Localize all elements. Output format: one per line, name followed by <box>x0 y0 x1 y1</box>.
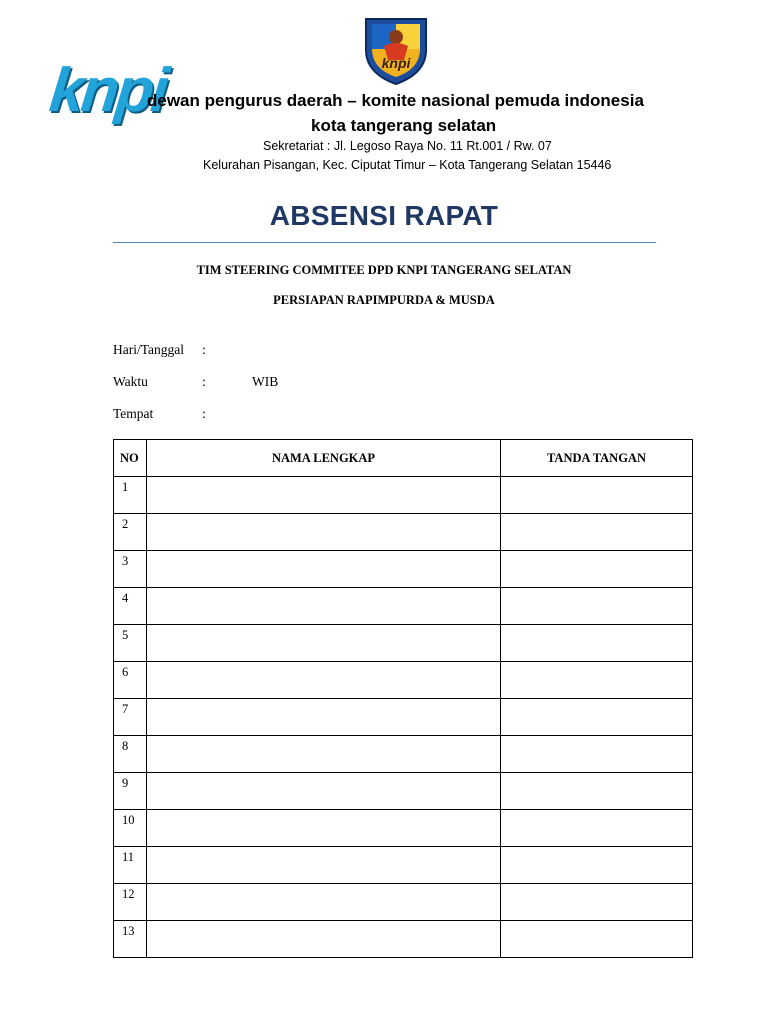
row-number: 8 <box>114 736 147 773</box>
table-row <box>114 810 693 847</box>
tanda-tangan-cell[interactable] <box>501 810 693 847</box>
tanda-tangan-cell[interactable] <box>501 662 693 699</box>
row-number: 5 <box>114 625 147 662</box>
tanda-tangan-cell[interactable] <box>501 773 693 810</box>
nama-lengkap-cell[interactable] <box>147 625 501 662</box>
row-number: 6 <box>114 662 147 699</box>
header-tanda-tangan: TANDA TANGAN <box>501 440 693 477</box>
time-unit: WIB <box>252 374 279 389</box>
row-number: 7 <box>114 699 147 736</box>
nama-lengkap-cell[interactable] <box>147 514 501 551</box>
nama-lengkap-cell[interactable] <box>147 699 501 736</box>
nama-lengkap-cell[interactable] <box>147 588 501 625</box>
table-row <box>114 847 693 884</box>
table-row <box>114 477 693 514</box>
table-row <box>114 551 693 588</box>
tanda-tangan-cell[interactable] <box>501 514 693 551</box>
date-colon: : <box>202 342 206 357</box>
tanda-tangan-cell[interactable] <box>501 921 693 958</box>
nama-lengkap-cell[interactable] <box>147 810 501 847</box>
nama-lengkap-cell[interactable] <box>147 551 501 588</box>
tanda-tangan-cell[interactable] <box>501 551 693 588</box>
nama-lengkap-cell[interactable] <box>147 921 501 958</box>
tanda-tangan-cell[interactable] <box>501 847 693 884</box>
knpi-logo: knpi <box>46 56 170 125</box>
row-number: 9 <box>114 773 147 810</box>
row-number: 3 <box>114 551 147 588</box>
tanda-tangan-cell[interactable] <box>501 625 693 662</box>
tanda-tangan-cell[interactable] <box>501 588 693 625</box>
subtitle-committee: TIM STEERING COMMITEE DPD KNPI TANGERANG SELATAN <box>196 263 572 277</box>
emblem-text: knpi <box>381 55 411 71</box>
tanda-tangan-cell[interactable] <box>501 699 693 736</box>
row-number: 13 <box>114 921 147 958</box>
table-row <box>114 884 693 921</box>
row-number: 10 <box>114 810 147 847</box>
address-line-2: Kelurahan Pisangan, Kec. Ciputat Timur – Kota Tangerang Selatan 15446 <box>203 158 612 172</box>
org-name: dewan pengurus daerah – komite nasional pemuda indonesia <box>147 91 644 110</box>
table-row <box>114 625 693 662</box>
table-row <box>114 699 693 736</box>
nama-lengkap-cell[interactable] <box>147 736 501 773</box>
nama-lengkap-cell[interactable] <box>147 773 501 810</box>
table-row <box>114 588 693 625</box>
tanda-tangan-cell[interactable] <box>501 884 693 921</box>
row-number: 2 <box>114 514 147 551</box>
attendance-table <box>113 439 693 958</box>
place-label: Tempat <box>113 406 154 421</box>
table-row <box>114 773 693 810</box>
header-no: NO <box>114 440 147 477</box>
row-number: 4 <box>114 588 147 625</box>
row-number: 11 <box>114 847 147 884</box>
table-body <box>114 477 693 958</box>
time-label: Waktu <box>113 374 148 389</box>
table-row <box>114 662 693 699</box>
place-colon: : <box>202 406 206 421</box>
table-row <box>114 921 693 958</box>
date-label: Hari/Tanggal <box>113 342 185 357</box>
row-number: 1 <box>114 477 147 514</box>
nama-lengkap-cell[interactable] <box>147 884 501 921</box>
table-header-row <box>114 440 693 477</box>
title-divider <box>113 242 656 243</box>
tanda-tangan-cell[interactable] <box>501 477 693 514</box>
address-line-1: Sekretariat : Jl. Legoso Raya No. 11 Rt.001 / Rw. 07 <box>263 139 552 153</box>
time-colon: : <box>202 374 206 389</box>
header-nama-lengkap: NAMA LENGKAP <box>147 440 501 477</box>
org-city: kota tangerang selatan <box>311 116 497 135</box>
nama-lengkap-cell[interactable] <box>147 847 501 884</box>
nama-lengkap-cell[interactable] <box>147 662 501 699</box>
table-row <box>114 514 693 551</box>
document-title: ABSENSI RAPAT <box>269 200 499 231</box>
table-row <box>114 736 693 773</box>
nama-lengkap-cell[interactable] <box>147 477 501 514</box>
tanda-tangan-cell[interactable] <box>501 736 693 773</box>
knpi-emblem-icon <box>362 16 430 86</box>
row-number: 12 <box>114 884 147 921</box>
subtitle-event: PERSIAPAN RAPIMPURDA & MUSDA <box>273 293 495 307</box>
